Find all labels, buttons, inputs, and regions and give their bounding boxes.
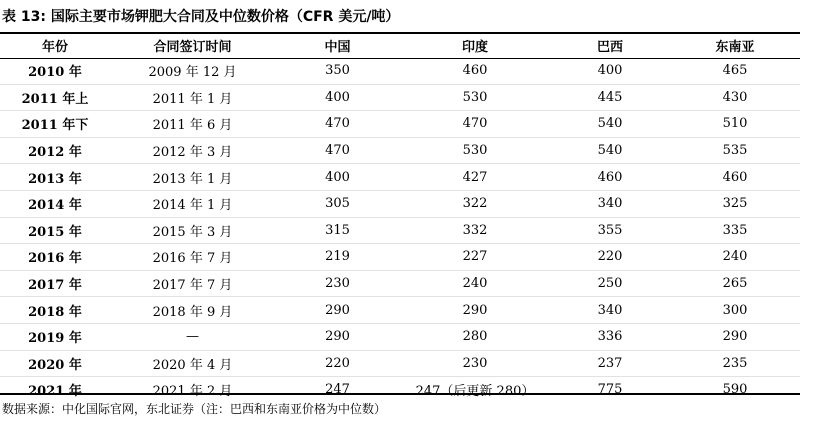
cell-brazil: 250 [550, 270, 670, 297]
cell-brazil: 355 [550, 217, 670, 244]
cell-contract-date: 2011 年 6 月 [110, 111, 275, 138]
table-row [0, 244, 800, 271]
cell-china: 290 [275, 323, 400, 350]
table-header-row [0, 33, 800, 58]
cell-year: 2017 年 [0, 270, 110, 297]
cell-year: 2015 年 [0, 217, 110, 244]
cell-india: 427 [400, 164, 550, 191]
cell-india: 322 [400, 190, 550, 217]
header-china: 中国 [324, 40, 351, 55]
header-contract-date: 合同签订时间 [153, 40, 232, 55]
cell-china: 470 [275, 137, 400, 164]
cell-brazil: 540 [550, 137, 670, 164]
cell-india: 290 [400, 297, 550, 324]
cell-contract-date: 2018 年 9 月 [110, 297, 275, 324]
cell-southeast-asia: 510 [670, 111, 800, 138]
cell-india: 240 [400, 270, 550, 297]
cell-china: 470 [275, 111, 400, 138]
cell-southeast-asia: 300 [670, 297, 800, 324]
cell-contract-date: 2020 年 4 月 [110, 350, 275, 377]
table-row [0, 111, 800, 138]
cell-china: 350 [275, 58, 400, 84]
cell-southeast-asia: 535 [670, 137, 800, 164]
cell-china: 290 [275, 297, 400, 324]
cell-brazil: 340 [550, 297, 670, 324]
cell-brazil: 540 [550, 111, 670, 138]
cell-year: 2011 年下 [0, 111, 110, 138]
cell-china: 305 [275, 190, 400, 217]
price-table [0, 33, 800, 403]
cell-year: 2012 年 [0, 137, 110, 164]
cell-india: 460 [400, 58, 550, 84]
table-row [0, 377, 800, 403]
cell-india: 332 [400, 217, 550, 244]
cell-brazil: 237 [550, 350, 670, 377]
cell-china: 247 [325, 382, 350, 398]
cell-contract-date: 2009 年 12 月 [110, 58, 275, 84]
table-row [0, 350, 800, 377]
header-year: 年份 [41, 40, 68, 55]
cell-southeast-asia: 465 [670, 58, 800, 84]
cell-contract-date: 2016 年 7 月 [110, 244, 275, 271]
table-title: 表 13: 国际主要市场钾肥大合同及中位数价格（CFR 美元/吨） [2, 9, 400, 25]
cell-brazil: 400 [550, 58, 670, 84]
cell-brazil: 460 [550, 164, 670, 191]
cell-year: 2021 年 [28, 384, 82, 400]
table-row [0, 164, 800, 191]
cell-contract-date: 2011 年 1 月 [110, 84, 275, 111]
cell-china: 400 [275, 164, 400, 191]
cell-contract-date: 2014 年 1 月 [110, 190, 275, 217]
cell-year: 2019 年 [0, 323, 110, 350]
cell-contract-date: — [110, 323, 275, 350]
table-row [0, 297, 800, 324]
cell-contract-date: 2021 年 2 月 [152, 384, 233, 400]
cell-contract-date: 2017 年 7 月 [110, 270, 275, 297]
table-row [0, 190, 800, 217]
cell-china: 400 [275, 84, 400, 111]
cell-southeast-asia: 325 [670, 190, 800, 217]
cell-brazil: 445 [550, 84, 670, 111]
cell-china: 315 [275, 217, 400, 244]
cell-india: 227 [400, 244, 550, 271]
source-note: 数据来源：中化国际官网，东北证券（注：巴西和东南亚价格为中位数） [2, 402, 387, 416]
cell-year: 2020 年 [0, 350, 110, 377]
table-row [0, 217, 800, 244]
cell-year: 2010 年 [0, 58, 110, 84]
cell-southeast-asia: 240 [670, 244, 800, 271]
table-row [0, 270, 800, 297]
table-row [0, 137, 800, 164]
cell-southeast-asia: 265 [670, 270, 800, 297]
cell-southeast-asia: 460 [670, 164, 800, 191]
cell-india: 247（后更新 280） [415, 384, 535, 400]
cell-contract-date: 2012 年 3 月 [110, 137, 275, 164]
cell-brazil: 220 [550, 244, 670, 271]
cell-contract-date: 2015 年 3 月 [110, 217, 275, 244]
cell-china: 220 [275, 350, 400, 377]
cell-southeast-asia: 430 [670, 84, 800, 111]
cell-china: 230 [275, 270, 400, 297]
cell-india: 470 [400, 111, 550, 138]
header-southeast-asia: 东南亚 [715, 40, 755, 55]
cell-brazil: 775 [597, 382, 623, 398]
table-row [0, 323, 800, 350]
cell-india: 530 [400, 84, 550, 111]
cell-year: 2016 年 [0, 244, 110, 271]
cell-southeast-asia: 335 [670, 217, 800, 244]
header-brazil: 巴西 [596, 40, 623, 55]
cell-year: 2014 年 [0, 190, 110, 217]
table-row [0, 84, 800, 111]
cell-year: 2018 年 [0, 297, 110, 324]
cell-brazil: 340 [550, 190, 670, 217]
cell-contract-date: 2013 年 1 月 [110, 164, 275, 191]
table-row [0, 58, 800, 84]
bottom-rule [0, 393, 800, 395]
cell-india: 280 [400, 323, 550, 350]
cell-year: 2011 年上 [0, 84, 110, 111]
cell-india: 530 [400, 137, 550, 164]
cell-brazil: 336 [550, 323, 670, 350]
cell-china: 219 [275, 244, 400, 271]
header-india: 印度 [461, 40, 488, 55]
cell-southeast-asia: 590 [722, 382, 748, 398]
cell-year: 2013 年 [0, 164, 110, 191]
cell-india: 230 [400, 350, 550, 377]
cell-southeast-asia: 290 [670, 323, 800, 350]
cell-southeast-asia: 235 [670, 350, 800, 377]
